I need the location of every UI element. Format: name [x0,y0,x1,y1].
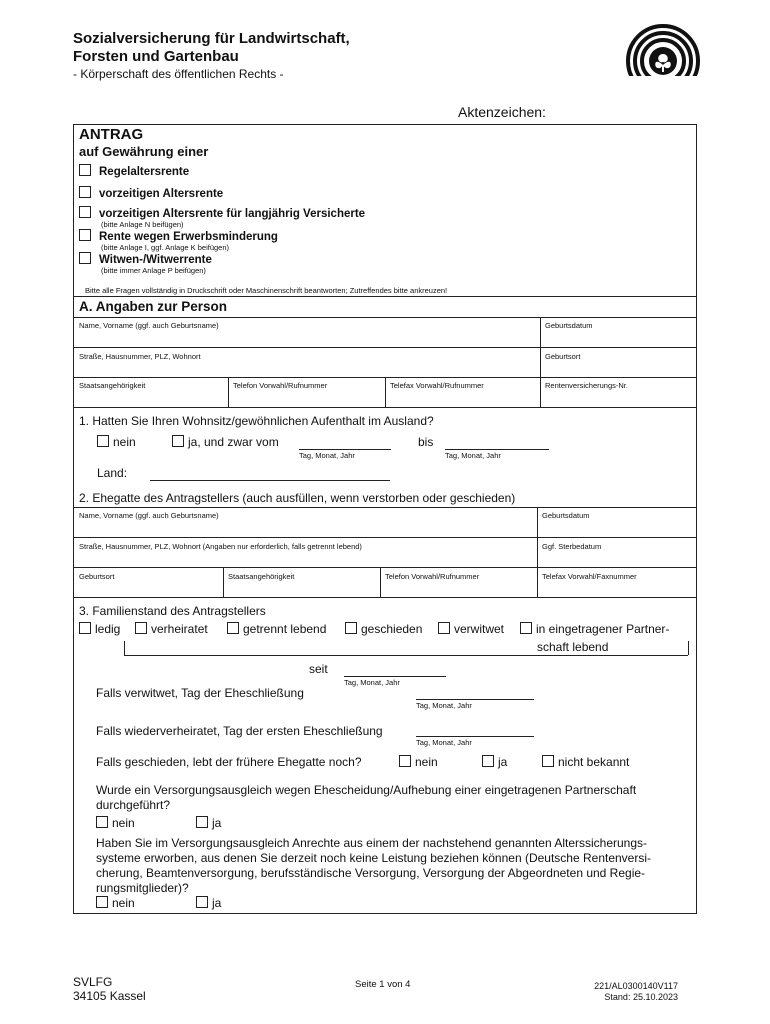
q3-anrechte-question: Haben Sie im Versorgungsausgleich Anrechte aus einem der nachstehend genannten Alterssicherungs-systeme erworben, aus denen Sie derzeit noch keine Leistung beziehen können (Deutsche Rentenversi-cherung, Beamtenversorgung, berufsständische Versorgung, Versorgung der Abgeordneten und Regie-rungsmitglieder)? [96,836,651,895]
field-geburtsdatum[interactable]: Geburtsdatum [545,321,593,330]
form-stand: Stand: 25.10.2023 [604,992,678,1002]
footer-org: SVLFG [73,975,113,989]
divider [73,407,697,408]
q3-partnerschaft[interactable] [520,622,669,636]
q1-ja[interactable] [172,435,279,449]
q3-ledig[interactable] [79,622,120,636]
antrag-title: ANTRAG [79,126,144,143]
q3-vers-ja[interactable] [196,816,221,830]
q2-field-strasse[interactable]: Straße, Hausnummer, PLZ, Wohnort (Angaben nur erforderlich, falls getrennt lebend) [79,542,362,551]
option-label: Rente wegen Erwerbsminderung [99,231,278,243]
q3-verwitwet[interactable] [438,622,504,636]
divider [73,296,697,297]
q1-bis-label: bis [418,435,434,449]
checkbox[interactable] [79,206,91,218]
q2-field-telefax[interactable]: Telefax Vorwahl/Faxnummer [542,572,637,581]
option-label: verheiratet [151,622,208,636]
divider [228,377,229,407]
divider [537,567,538,597]
form-code: 221/AL0300140V117 [594,981,678,991]
date-caption: Tag, Monat, Jahr [299,451,355,460]
q1-bis-input[interactable] [445,449,549,450]
option-langjaehrig-versicherte[interactable] [79,206,365,220]
q3-partnerschaft-line2: schaft lebend [537,640,609,654]
instruction-text: Bitte alle Fragen vollständig in Druckschrift oder Maschinenschrift beantworten; Zutreffendes bitte ankreuzen! [85,286,448,295]
checkbox[interactable] [96,816,108,828]
q1-von-input[interactable] [299,449,391,450]
q1-title: 1. Hatten Sie Ihren Wohnsitz/gewöhnlichen Aufenthalt im Ausland? [79,414,434,428]
divider [73,507,697,508]
q2-field-telefon[interactable]: Telefon Vorwahl/Rufnummer [385,572,480,581]
q3-vers-nein[interactable] [96,816,135,830]
date-caption: Tag, Monat, Jahr [445,451,501,460]
divider [73,537,697,538]
checkbox[interactable] [438,622,450,634]
bracket [124,655,688,656]
bracket [688,641,689,655]
option-note: (bitte Anlage N beifügen) [101,220,184,229]
q3-geschieden-ja[interactable] [482,755,507,769]
option-erwerbsminderung[interactable] [79,229,278,243]
footer-city: 34105 Kassel [73,989,146,1003]
checkbox[interactable] [79,622,91,634]
footer-address [73,975,146,1003]
q2-field-name[interactable]: Name, Vorname (ggf. auch Geburtsname) [79,511,219,520]
field-rv-nr[interactable]: Rentenversicherungs-Nr. [545,381,628,390]
q3-verwitwet-input[interactable] [416,699,534,700]
checkbox[interactable] [135,622,147,634]
q3-wieder-input[interactable] [416,736,534,737]
divider [223,567,224,597]
date-caption: Tag, Monat, Jahr [416,738,472,747]
q3-anrechte-ja[interactable] [196,896,221,910]
q2-field-staatsangehoerigkeit[interactable]: Staatsangehörigkeit [228,572,295,581]
option-label: Regelaltersrente [99,166,190,178]
checkbox[interactable] [79,164,91,176]
org-name-line1: Sozialversicherung für Landwirtschaft, [73,30,350,47]
divider [540,377,541,407]
checkbox[interactable] [542,755,554,767]
q1-nein[interactable] [97,435,136,449]
divider [73,567,697,568]
checkbox[interactable] [172,435,184,447]
q2-field-geburtsdatum[interactable]: Geburtsdatum [542,511,590,520]
option-note: (bitte Anlage I, ggf. Anlage K beifügen) [101,243,230,252]
checkbox[interactable] [79,186,91,198]
option-label: nicht bekannt [558,755,630,769]
q3-getrennt[interactable] [227,622,326,636]
option-label: Witwen-/Witwerrente [99,254,212,266]
q3-geschieden-nein[interactable] [399,755,438,769]
org-name [73,30,493,66]
org-subtitle: - Körperschaft des öffentlichen Rechts - [73,67,284,81]
checkbox[interactable] [399,755,411,767]
q3-title: 3. Familienstand des Antragstellers [79,604,266,618]
option-label: ja [498,755,508,769]
q1-land-input[interactable] [150,480,390,481]
option-label: nein [112,816,135,830]
q3-geschieden[interactable] [345,622,422,636]
q2-field-geburtsort[interactable]: Geburtsort [79,572,115,581]
q3-seit-input[interactable] [344,676,446,677]
option-label: getrennt lebend [243,622,327,636]
q3-seit-label: seit [309,662,328,676]
option-label: ja, und zwar vom [188,435,279,449]
q2-title: 2. Ehegatte des Antragstellers (auch ausfüllen, wenn verstorben oder geschieden) [79,491,516,505]
option-vorzeitige-altersrente[interactable] [79,186,223,200]
checkbox[interactable] [196,816,208,828]
q3-geschieden-question: Falls geschieden, lebt der frühere Ehegatte noch? [96,755,362,769]
divider [385,377,386,407]
field-staatsangehoerigkeit[interactable]: Staatsangehörigkeit [79,381,146,390]
option-label: ledig [95,622,121,636]
option-label: geschieden [361,622,423,636]
date-caption: Tag, Monat, Jahr [416,701,472,710]
antrag-subtitle: auf Gewährung einer [79,144,209,159]
field-name[interactable]: Name, Vorname (ggf. auch Geburtsname) [79,321,219,330]
q1-land-label: Land: [97,466,128,480]
divider [73,597,697,598]
checkbox[interactable] [79,229,91,241]
checkbox[interactable] [345,622,357,634]
option-label: in eingetragener Partner- [536,622,670,636]
divider [73,347,697,348]
q3-verwitwet-question: Falls verwitwet, Tag der Eheschließung [96,686,304,700]
field-telefon[interactable]: Telefon Vorwahl/Rufnummer [233,381,328,390]
field-geburtsort[interactable]: Geburtsort [545,352,581,361]
checkbox[interactable] [79,252,91,264]
checkbox[interactable] [520,622,532,634]
checkbox[interactable] [227,622,239,634]
option-label: ja [212,896,222,910]
aktenzeichen-label: Aktenzeichen: [458,104,546,120]
option-label: verwitwet [454,622,505,636]
option-label: nein [113,435,136,449]
option-witwenrente[interactable] [79,252,212,266]
page-number: Seite 1 von 4 [355,979,411,990]
option-label: nein [112,896,135,910]
option-label: vorzeitigen Altersrente für langjährig Versicherte [99,208,366,220]
checkbox[interactable] [97,435,109,447]
q3-versorgungsausgleich-question: Wurde ein Versorgungsausgleich wegen Ehescheidung/Aufhebung einer eingetragenen Partnerschaft durchgeführt? [96,783,637,812]
option-label: vorzeitigen Altersrente [99,188,224,200]
option-regelaltersrente[interactable] [79,164,189,178]
checkbox[interactable] [196,896,208,908]
q3-verheiratet[interactable] [135,622,208,636]
option-note: (bitte immer Anlage P beifügen) [101,266,206,275]
footer-code-block [540,981,678,1003]
q3-wieder-question: Falls wiederverheiratet, Tag der ersten Eheschließung [96,724,383,738]
org-name-line2: Forsten und Gartenbau [73,48,239,65]
q2-field-sterbedatum[interactable]: Ggf. Sterbedatum [542,542,602,551]
date-caption: Tag, Monat, Jahr [344,678,400,687]
section-a-title: A. Angaben zur Person [79,299,228,314]
divider [380,567,381,597]
field-strasse[interactable]: Straße, Hausnummer, PLZ, Wohnort [79,352,201,361]
q3-anrechte-nein[interactable] [96,896,135,910]
q3-geschieden-nicht-bekannt[interactable] [542,755,629,769]
checkbox[interactable] [482,755,494,767]
field-telefax[interactable]: Telefax Vorwahl/Rufnummer [390,381,484,390]
checkbox[interactable] [96,896,108,908]
option-label: ja [212,816,222,830]
svlfg-logo-icon [626,24,700,98]
option-label: nein [415,755,438,769]
divider [73,317,697,318]
bracket [124,641,125,655]
